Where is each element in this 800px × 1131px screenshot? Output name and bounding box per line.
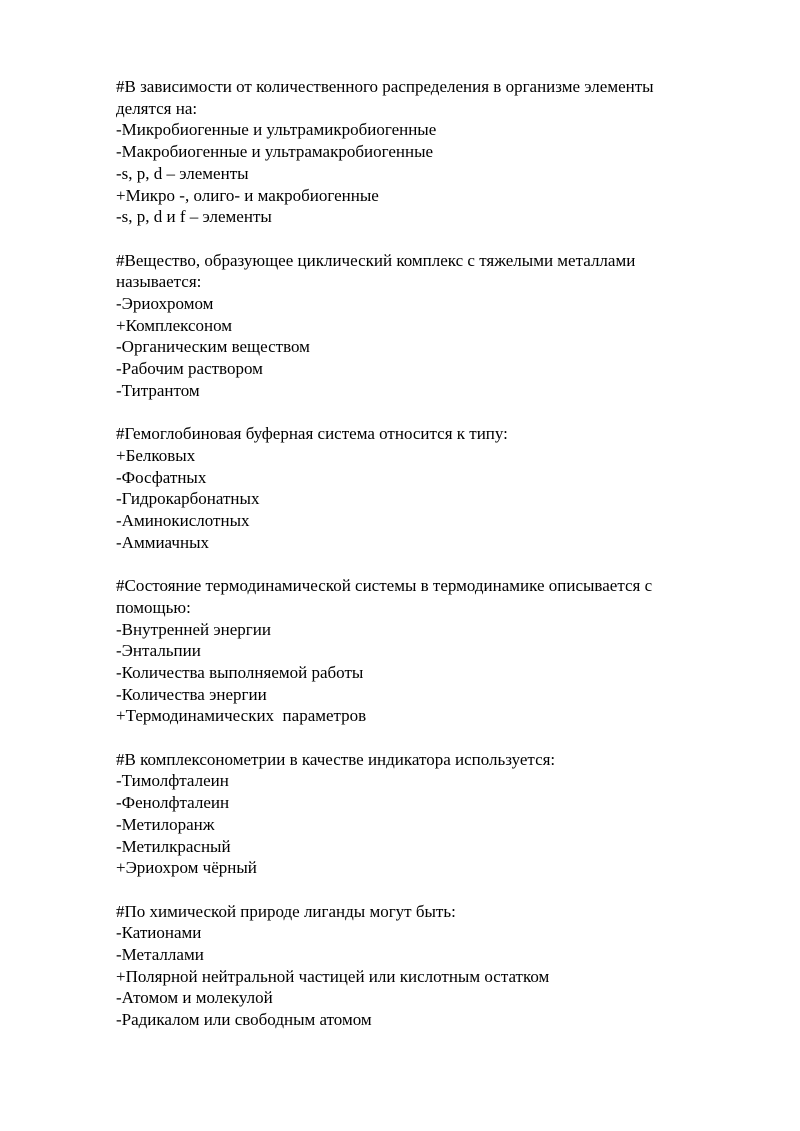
answer-option: -s, p, d – элементы [116,163,249,183]
answer-option-correct: +Термодинамических параметров [116,706,367,726]
question-text: #В зависимости от количественного распределения в организме элементы [116,77,654,96]
answer-option: -Фенолфталеин [116,793,230,813]
answer-option: -Фосфатных [116,467,207,487]
answer-option: -s, p, d и f – элементы [116,207,272,227]
answer-option: -Аминокислотных [116,511,250,531]
answer-option: -Тимолфталеин [116,771,229,791]
question-text: называется: [116,272,202,292]
answer-option-correct: +Белковых [116,445,196,465]
answer-option: -Метилоранж [116,814,215,834]
question-text: помощью: [116,597,191,617]
answer-option: -Микробиогенные и ультрамикробиогенные [116,120,437,140]
answer-option-correct: +Микро -, олиго- и макробиогенные [116,185,379,205]
answer-option: -Металлами [116,945,204,965]
answer-option-correct: +Эриохром чёрный [116,858,257,878]
answer-option: -Метилкрасный [116,836,231,856]
answer-option: -Катионами [116,923,202,943]
question-block-2 [116,250,736,402]
question-text: #По химической природе лиганды могут быть: [116,901,456,921]
question-text: делятся на: [116,98,198,118]
answer-option: -Атомом и молекулой [116,988,273,1008]
question-text: #Состояние термодинамической системы в термодинамике описывается с [116,576,653,596]
answer-option: -Рабочим раствором [116,359,263,379]
answer-option: -Количества выполняемой работы [116,662,364,682]
answer-option-correct: +Комплексоном [116,315,233,335]
answer-option: -Аммиачных [116,532,209,552]
answer-option: -Титрантом [116,380,200,400]
question-text: #Вещество, образующее циклический комплекс с тяжелыми металлами [116,250,636,270]
answer-option: -Эриохромом [116,294,214,314]
question-block-4 [116,575,736,727]
answer-option: -Количества энергии [116,684,267,704]
answer-option: -Макробиогенные и ультрамакробиогенные [116,142,434,162]
question-block-1 [116,76,736,228]
question-text: #В комплексонометрии в качестве индикатора используется: [116,749,556,769]
answer-option: -Энтальпии [116,641,201,661]
question-block-5 [116,749,736,879]
answer-option-correct: +Полярной нейтральной частицей или кислотным остатком [116,966,550,986]
answer-option: -Гидрокарбонатных [116,489,260,509]
answer-option: -Радикалом или свободным атомом [116,1010,372,1030]
document-page [116,76,736,1053]
question-block-6 [116,901,736,1031]
answer-option: -Органическим веществом [116,337,310,357]
answer-option: -Внутренней энергии [116,619,271,639]
question-text: #Гемоглобиновая буферная система относится к типу: [116,424,508,444]
question-block-3 [116,423,736,553]
